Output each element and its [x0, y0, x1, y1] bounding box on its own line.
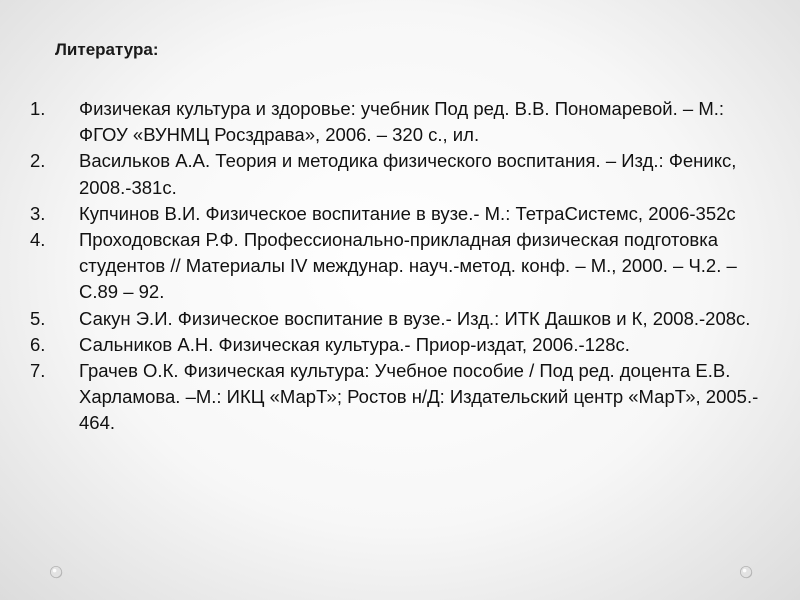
- list-item-number: 5.: [30, 307, 46, 329]
- list-item: [30, 148, 775, 200]
- list-item: [30, 306, 775, 332]
- list-item: [30, 201, 775, 227]
- list-item: [30, 332, 775, 358]
- list-item: [30, 227, 775, 306]
- list-item-text: Проходовская Р.Ф. Профессионально-прикладная физическая подготовка студентов // Материалы IV междунар. науч.-метод. конф. – М., 2000. – Ч.2. –С.89 – 92.: [79, 229, 737, 303]
- list-item-text: Сальников А.Н. Физическая культура.- Приор-издат, 2006.-128с.: [79, 333, 630, 355]
- reference-list: [30, 96, 775, 437]
- list-item-number: 6.: [30, 333, 46, 355]
- list-item-number: 2.: [30, 150, 46, 172]
- list-item-text: Физичекая культура и здоровье: учебник Под ред. В.В. Пономаревой. – М.: ФГОУ «ВУНМЦ Росздрава», 2006. – 320 с., ил.: [79, 98, 725, 146]
- list-item-text: Васильков А.А. Теория и методика физического воспитания. – Изд.: Феникс, 2008.-381с.: [79, 150, 737, 198]
- list-item-text: Грачев О.К. Физическая культура: Учебное пособие / Под ред. доцента Е.В. Харламова. –М.: ИКЦ «МарТ»; Ростов н/Д: Издательский центр «МарТ», 2005.- 464.: [79, 360, 759, 434]
- list-item-number: 1.: [30, 98, 46, 119]
- pin-icon: [48, 564, 64, 580]
- list-item-number: 7.: [30, 360, 46, 382]
- list-item: [30, 96, 775, 148]
- page-title: Литература:: [55, 40, 159, 59]
- list-item-number: 4.: [30, 229, 46, 251]
- list-item-text: Сакун Э.И. Физическое воспитание в вузе.- Изд.: ИТК Дашков и К, 2008.-208с.: [79, 307, 751, 329]
- pin-icon: [738, 564, 754, 580]
- list-item-number: 3.: [30, 202, 46, 224]
- list-item: [30, 358, 775, 437]
- list-item-text: Купчинов В.И. Физическое воспитание в вузе.- М.: ТетраСистемс, 2006-352с: [79, 202, 736, 224]
